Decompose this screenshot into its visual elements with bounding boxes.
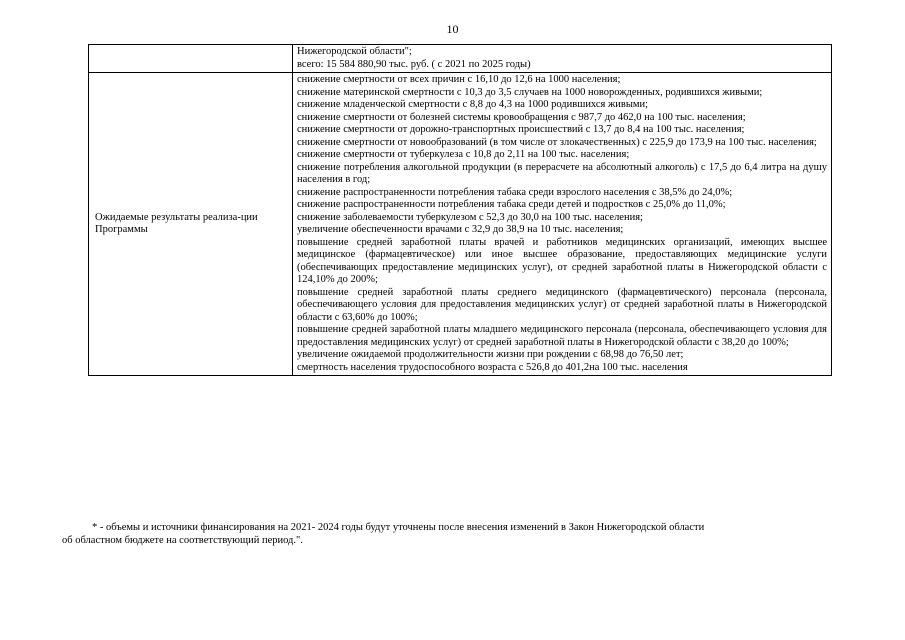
result-item: смертность населения трудоспособного возраста с 526,8 до 401,2на 100 тыс. населения	[297, 361, 688, 373]
result-item: снижение смертности от новообразований (в том числе от злокачественных) с 225,9 до 173,9 на 100 тыс. населения;	[297, 136, 817, 148]
table-cell-empty-label	[89, 45, 293, 73]
expected-results-label: Ожидаемые результаты реализа-ции Программы	[89, 73, 293, 376]
expected-results-list	[293, 73, 832, 376]
result-item: повышение средней заработной платы врачей и работников медицинских организаций, имеющих высшее медицинское (фармацевтическое) или иное высшее образование, предоставляющих медицинские услуги (обеспечивающих предоставление медицинских услуг), от средней заработной платы в Нижегородской области с 124,10% до 200%;	[297, 236, 827, 285]
result-item: снижение смертности от всех причин с 16,10 до 12,6 на 1000 населения;	[297, 74, 621, 85]
result-item: снижение материнской смертности с 10,3 до 3,5 случаев на 1000 новорожденных, родившихся живыми;	[297, 86, 763, 98]
table-cell-financing	[293, 45, 832, 73]
footnote-line: об областном бюджете на соответствующий период.".	[62, 535, 303, 546]
result-item: снижение смертности от дорожно-транспортных происшествий с 13,7 до 8,4 на 100 тыс. населения;	[297, 124, 745, 135]
table-row-financing	[89, 45, 832, 73]
footnote-line: * - объемы и источники финансирования на 2021- 2024 годы будут уточнены после внесения изменений в Закон Нижегородской области	[92, 522, 705, 533]
result-item: снижение смертности от болезней системы кровообращения с 987,7 до 462,0 на 100 тыс. населения;	[297, 111, 746, 123]
result-item: снижение заболеваемости туберкулезом с 52,3 до 30,0 на 100 тыс. населения;	[297, 211, 643, 223]
financing-line: Нижегородской области";	[297, 46, 412, 57]
result-item: увеличение обеспеченности врачами с 32,9 до 38,9 на 10 тыс. населения;	[297, 224, 624, 235]
result-item: снижение младенческой смертности с 8,8 до 4,3 на 1000 родившихся живыми;	[297, 99, 649, 110]
result-item: повышение средней заработной платы младшего медицинского персонала (персонала, обеспечивающего условия для предоставления медицинских услуг) от средней заработной платы в Нижегородской области с 38,20 до 100%;	[297, 324, 827, 348]
financing-total-line: всего: 15 584 880,90 тыс. руб. ( с 2021 по 2025 годы)	[297, 58, 531, 70]
result-item: повышение средней заработной платы среднего медицинского (фармацевтического) персонала (персонала, обеспечивающего условия для предоставления медицинских услуг) от средней заработной платы в Нижегородской области с 63,60% до 100%;	[297, 286, 827, 323]
result-item: снижение потребления алкогольной продукции (в перерасчете на абсолютный алкоголь) с 17,5 до 6,4 литра на душу населения в год;	[297, 161, 827, 185]
result-item: снижение распространенности потребления табака среди взрослого населения с 38,5% до 24,0%;	[297, 186, 733, 198]
result-item: увеличение ожидаемой продолжительности жизни при рождении с 68,98 до 76,50 лет;	[297, 349, 684, 360]
result-item: снижение распространенности потребления табака среди детей и подростков с 25,0% до 11,0%;	[297, 199, 726, 210]
footnote	[62, 521, 862, 547]
program-passport-table	[88, 44, 832, 376]
result-item: снижение смертности от туберкулеза с 10,8 до 2,11 на 100 тыс. населения;	[297, 149, 630, 160]
table-row-expected-results	[89, 73, 832, 376]
page-number: 10	[446, 22, 459, 36]
